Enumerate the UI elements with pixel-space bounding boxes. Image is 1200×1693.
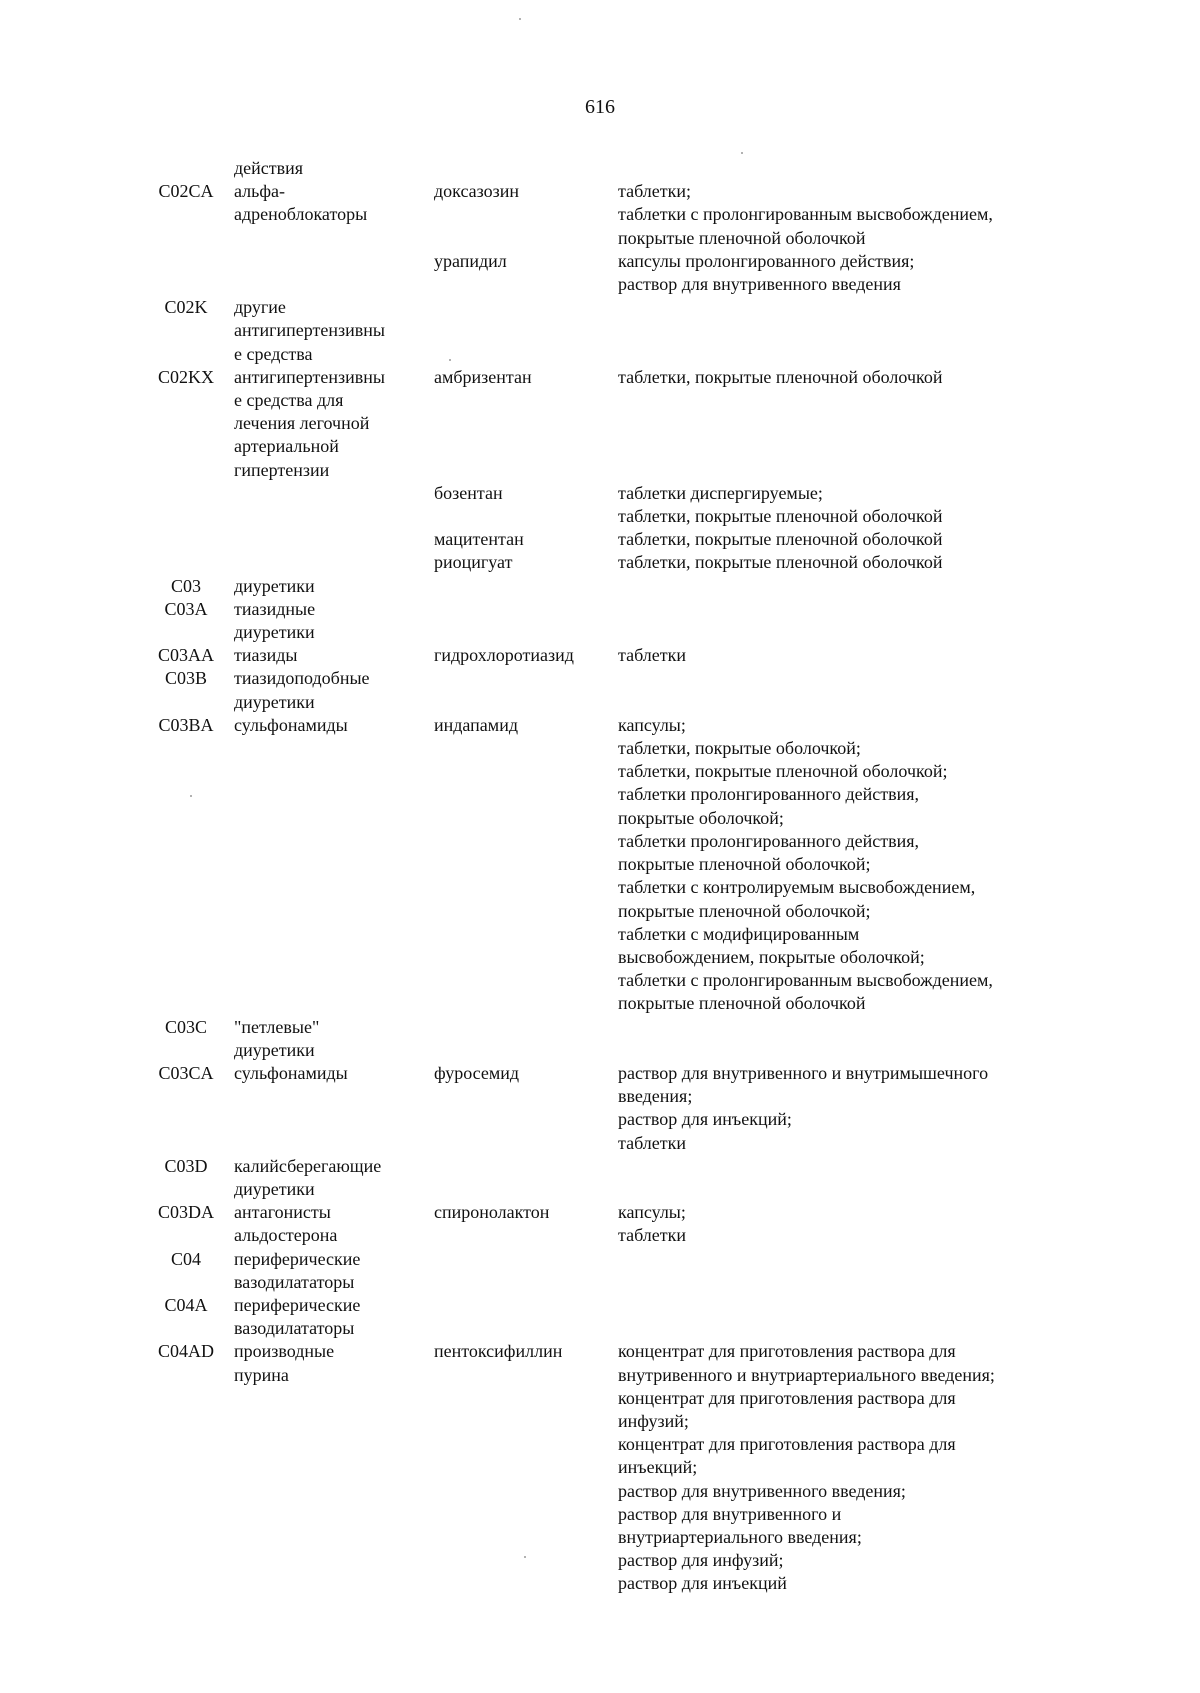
atc-code: C04	[170, 1248, 201, 1269]
drug-classification-table	[0, 157, 1200, 1596]
drug-name: бозентан	[434, 482, 503, 503]
dosage-form: таблетки, покрытые пленочной оболочкой	[618, 529, 943, 550]
table-row	[0, 714, 1200, 1016]
atc-code: C02CA	[158, 181, 214, 202]
drug-name: риоцигуат	[434, 552, 513, 573]
table-row	[0, 1294, 1200, 1340]
anatomical-therapeutic-group: антагонисты альдостерона	[234, 1202, 338, 1246]
table-row	[0, 1155, 1200, 1201]
table-row	[0, 157, 1200, 180]
page-number: 616	[585, 96, 615, 118]
anatomical-therapeutic-group: тиазидные диуретики	[234, 598, 316, 643]
atc-code: C03B	[164, 668, 207, 689]
atc-code: C03AA	[157, 645, 214, 666]
atc-code: C03C	[164, 1016, 207, 1037]
dosage-form: таблетки	[618, 645, 687, 666]
atc-code: C03D	[164, 1155, 208, 1176]
anatomical-therapeutic-group: антигипертензивны е средства для лечения легочной артериальной гипертензии	[234, 366, 385, 480]
table-row	[0, 366, 1200, 482]
anatomical-therapeutic-group: тиазиды	[234, 645, 298, 666]
atc-code: C03CA	[158, 1062, 214, 1083]
table-row	[0, 296, 1200, 366]
table-row	[0, 180, 1200, 250]
drug-name: индапамид	[434, 714, 518, 735]
scan-speck	[741, 152, 743, 154]
anatomical-therapeutic-group: периферические вазодилататоры	[234, 1248, 361, 1292]
anatomical-therapeutic-group: другие антигипертензивны е средства	[234, 297, 385, 364]
drug-name: гидрохлоротиазид	[434, 645, 574, 666]
drug-name: амбризентан	[434, 366, 532, 387]
anatomical-therapeutic-group: диуретики	[234, 575, 315, 596]
table-row	[0, 1016, 1200, 1062]
atc-code: C04A	[164, 1294, 208, 1315]
drug-name: мацитентан	[434, 529, 524, 550]
table-row	[0, 551, 1200, 574]
anatomical-therapeutic-group: действия	[234, 158, 304, 178]
drug-name: спиронолактон	[434, 1202, 550, 1223]
atc-code: C04AD	[157, 1341, 214, 1362]
anatomical-therapeutic-group: калийсберегающие диуретики	[234, 1155, 382, 1199]
atc-code: C02KX	[157, 366, 214, 387]
anatomical-therapeutic-group: производные пурина	[234, 1341, 335, 1385]
atc-code: C03	[170, 575, 201, 596]
dosage-form: таблетки, покрытые пленочной оболочкой	[618, 552, 943, 573]
table-row	[0, 482, 1200, 528]
drug-name: фуросемид	[434, 1062, 520, 1083]
dosage-form: концентрат для приготовления раствора для внутривенного и внутриартериального введения; концентрат для приготовления раствора для инфузий; концентрат для приготовления раствора для инъекций; раствор для внутривенного введения; раствор для внутривенного и внутриартериального введения; раствор для инфузий; раствор для инъекций	[618, 1341, 995, 1594]
table-row	[0, 528, 1200, 551]
scan-speck	[519, 18, 521, 20]
dosage-form: капсулы; таблетки	[618, 1202, 687, 1246]
drug-name: доксазозин	[434, 181, 520, 202]
table-row	[0, 575, 1200, 598]
drug-name: урапидил	[434, 250, 507, 271]
atc-code: C03BA	[158, 714, 214, 735]
atc-code: C03A	[164, 598, 208, 619]
table-row	[0, 1340, 1200, 1595]
atc-code: C03DA	[157, 1202, 214, 1223]
table-row	[0, 1062, 1200, 1155]
anatomical-therapeutic-group: "петлевые" диуретики	[234, 1016, 320, 1060]
table-row	[0, 1201, 1200, 1247]
table-row	[0, 644, 1200, 667]
atc-code: C02K	[164, 297, 208, 318]
anatomical-therapeutic-group: тиазидоподобные диуретики	[234, 668, 370, 712]
anatomical-therapeutic-group: сульфонамиды	[234, 714, 348, 735]
dosage-form: капсулы; таблетки, покрытые оболочкой; таблетки, покрытые пленочной оболочкой; таблетки пролонгированного действия, покрытые оболочкой; таблетки пролонгированного действия, покрытые пленочной оболочкой; таблетки с контролируемым высвобождением, покрытые пленочной оболочкой; таблетки с модифицированным высвобождением, покрытые оболочкой; таблетки с пролонгированным высвобождением, покрытые пленочной оболочкой	[618, 714, 993, 1014]
dosage-form: раствор для внутривенного и внутримышечного введения; раствор для инъекций; таблетки	[618, 1062, 989, 1153]
table-row	[0, 598, 1200, 644]
table-row	[0, 667, 1200, 713]
dosage-form: таблетки, покрытые пленочной оболочкой	[618, 366, 943, 387]
dosage-form: капсулы пролонгированного действия; раствор для внутривенного введения	[618, 250, 915, 295]
drug-name: пентоксифиллин	[434, 1341, 563, 1362]
dosage-form: таблетки диспергируемые; таблетки, покрытые пленочной оболочкой	[618, 482, 943, 527]
table-row	[0, 250, 1200, 296]
table-row	[0, 1248, 1200, 1294]
anatomical-therapeutic-group: периферические вазодилататоры	[234, 1294, 361, 1339]
anatomical-therapeutic-group: сульфонамиды	[234, 1062, 348, 1083]
anatomical-therapeutic-group: альфа- адреноблокаторы	[234, 181, 368, 225]
dosage-form: таблетки; таблетки с пролонгированным высвобождением, покрытые пленочной оболочкой	[618, 181, 993, 248]
